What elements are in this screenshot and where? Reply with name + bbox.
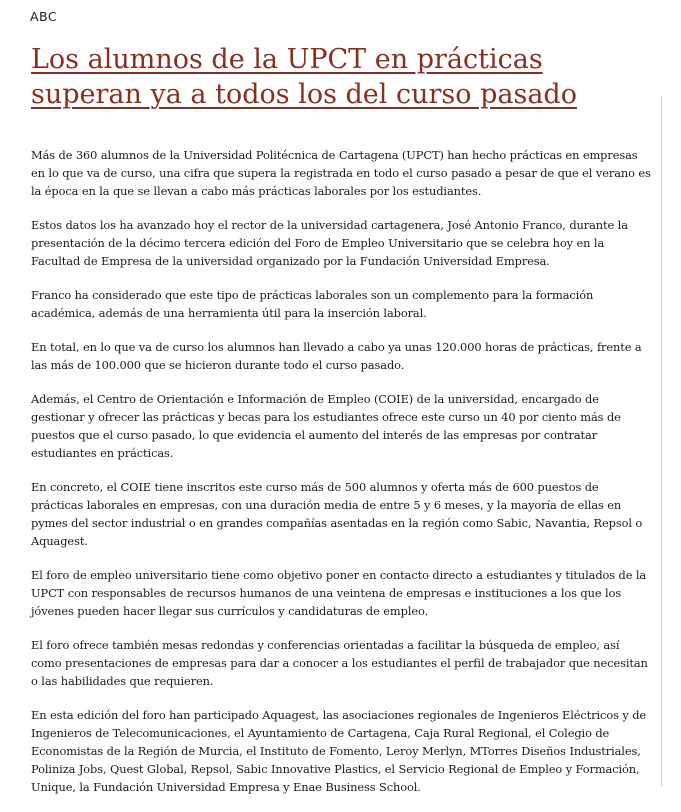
paragraph-8: El foro ofrece también mesas redondas y conferencias orientadas a facilitar la búsqueda de empleo, así como presentaciones de empresas para dar a conocer a los estudiantes el perfil de trabajador que necesitan o las habilidades que requieren. — [31, 638, 648, 688]
source-label: ABC — [30, 9, 58, 24]
paragraph-2: Estos datos los ha avanzado hoy el rector de la universidad cartagenera, José Antonio Franco, durante la presentación de la décimo tercera edición del Foro de Empleo Universitario que se celebra hoy en la Facultad de Empresa de la universidad organizado por la Fundación Universidad Empresa. — [31, 218, 628, 268]
paragraph-4: En total, en lo que va de curso los alumnos han llevado a cabo ya unas 120.000 horas de prácticas, frente a las más de 100.000 que se hicieron durante todo el curso pasado. — [31, 340, 642, 372]
paragraph-1: Más de 360 alumnos de la Universidad Politécnica de Cartagena (UPCT) han hecho prácticas en empresas en lo que va de curso, una cifra que supera la registrada en todo el curso pasado a pesar de que el verano es la época en la que se llevan a cabo más prácticas laborales por los estudiantes. — [31, 148, 651, 198]
paragraph-7: El foro de empleo universitario tiene como objetivo poner en contacto directo a estudiantes y titulados de la UPCT con responsables de recursos humanos de una veintena de empresas e instituciones a los que los jóvenes pueden hacer llegar sus currículos y candidaturas de empleo. — [31, 568, 647, 618]
paragraph-5: Además, el Centro de Orientación e Información de Empleo (COIE) de la universidad, encargado de gestionar y ofrecer las prácticas y becas para los estudiantes ofrece este curso un 40 por ciento más de puestos que el curso pasado, lo que evidencia el aumento del interés de las empresas por contratar estudiantes en prácticas. — [31, 392, 621, 460]
paragraph-9: En esta edición del foro han participado Aquagest, las asociaciones regionales de Ingenieros Eléctricos y de Ingenieros de Telecomunicaciones, el Ayuntamiento de Cartagena, Caja Rural Regional, el Colegio de Economistas de la Región de Murcia, el Instituto de Fomento, Leroy Merlyn, MTorres Diseños Industriales, Poliniza Jobs, Quest Global, Repsol, Sabic Innovative Plastics, el Servicio Regional de Empleo y Formación, Unique, la Fundación Universidad Empresa y Enae Business School. — [31, 708, 647, 794]
page-edge-divider — [661, 96, 662, 786]
paragraph-3: Franco ha considerado que este tipo de prácticas laborales son un complemento para la formación académica, además de una herramienta útil para la inserción laboral. — [31, 288, 594, 320]
paragraph-6: En concreto, el COIE tiene inscritos este curso más de 500 alumnos y oferta más de 600 puestos de prácticas laborales en empresas, con una duración media de entre 5 y 6 meses, y la mayoría de ellas en pymes del sector industrial o en grandes compañías asentadas en la región como Sabic, Navantia, Repsol o Aquagest. — [31, 480, 643, 548]
article-body — [31, 146, 653, 812]
article-headline: Los alumnos de la UPCT en prácticas superan ya a todos los del curso pasado — [31, 44, 577, 110]
